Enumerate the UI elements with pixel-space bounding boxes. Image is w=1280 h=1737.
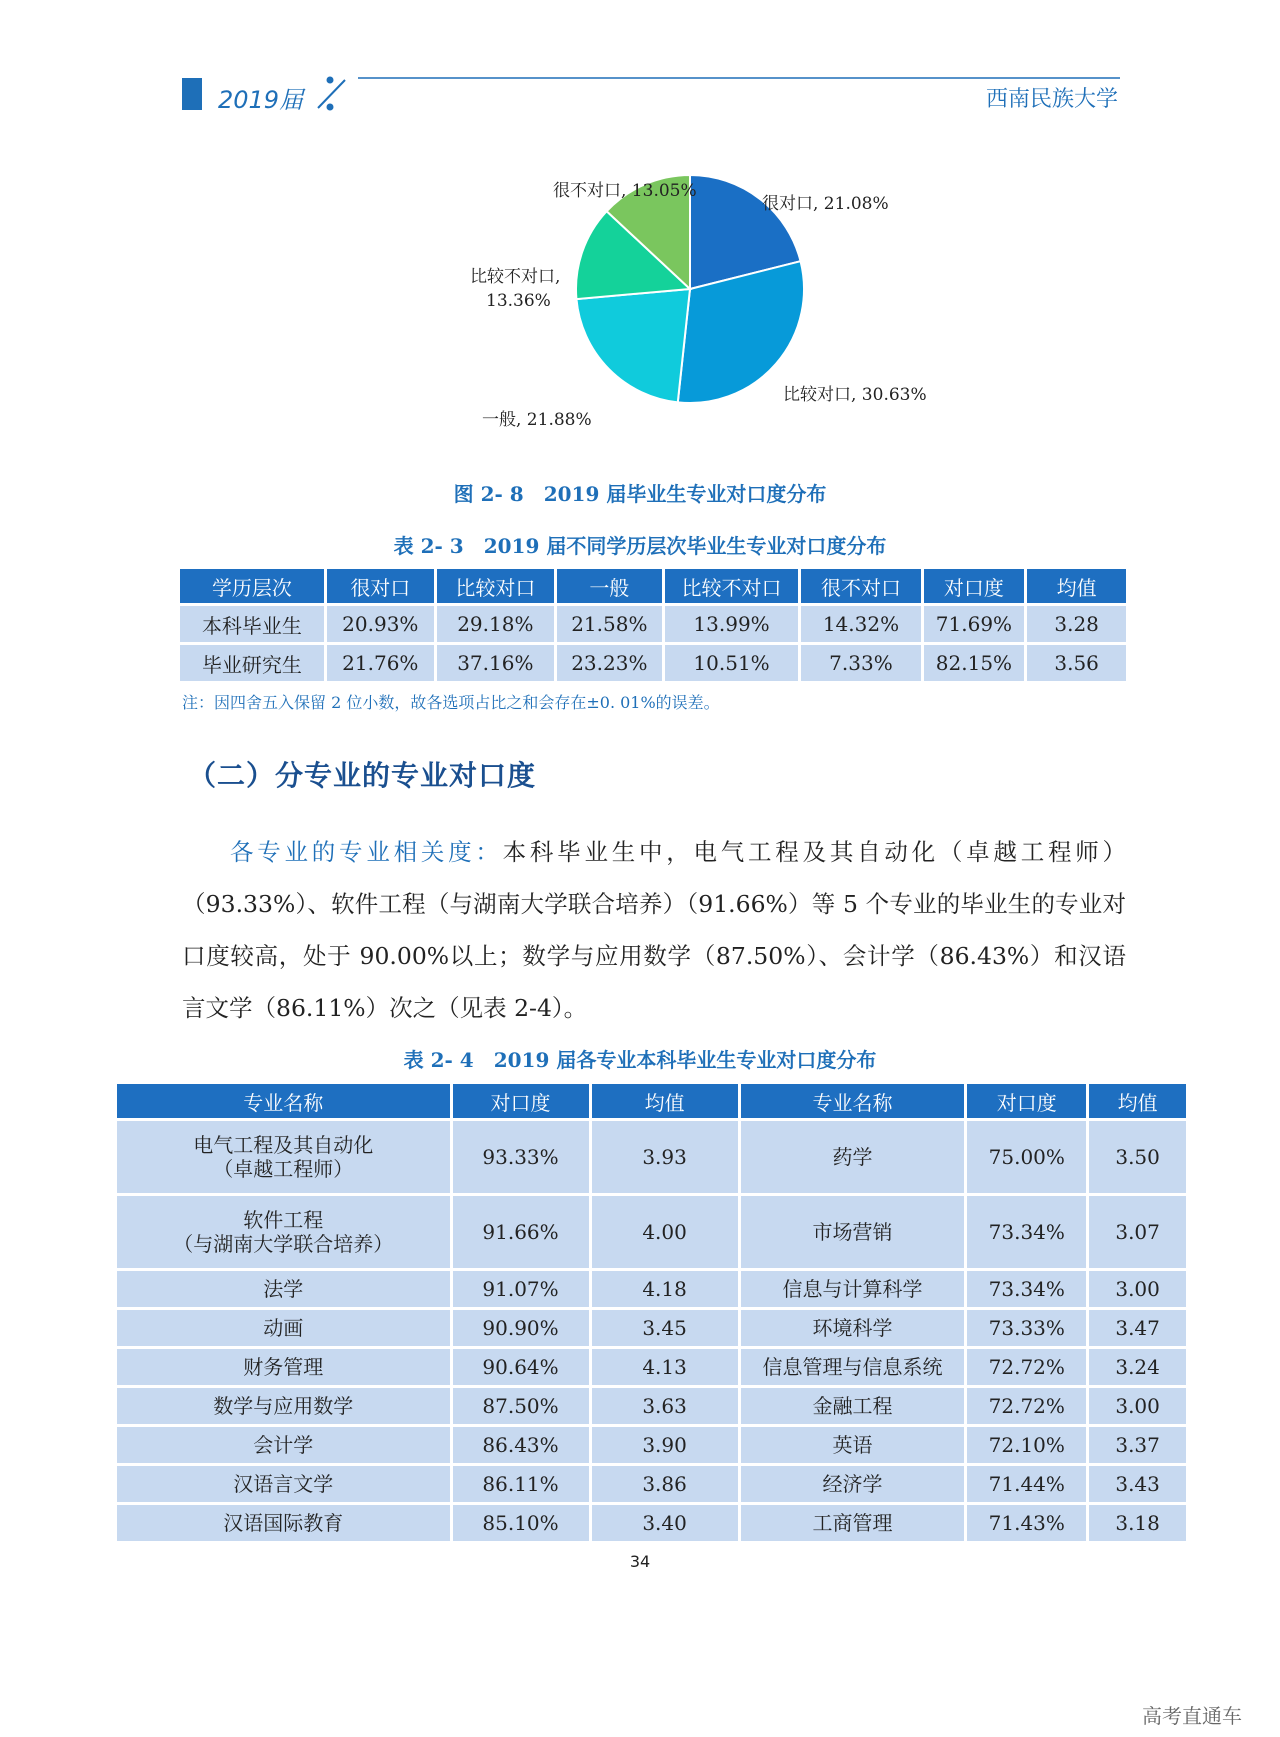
paragraph-body: 本科毕业生中，电气工程及其自动化（卓越工程师）（93.33%）、软件工程（与湖南大学联合培养）（91.66%）等 5 个专业的毕业生的专业对口度较高，处于 90.00%以上；数学与应用数学（87.50%）、会计学（86.43%）和汉语言文学（86.11%）次之（见表 2-4）。 (182, 838, 1126, 1022)
table-cell: 3.93 (592, 1121, 738, 1193)
table-cell: 14.32% (801, 606, 920, 642)
table-cell: 金融工程 (741, 1388, 965, 1424)
pie-chart-svg (0, 160, 1280, 460)
table-cell: 71.43% (967, 1505, 1086, 1541)
col-header: 对口度 (967, 1084, 1086, 1118)
table-cell: 29.18% (437, 606, 554, 642)
table-row (117, 1349, 1186, 1385)
table-cell: 23.23% (557, 645, 662, 681)
table-row (180, 606, 1126, 642)
page-header (0, 0, 1280, 130)
table-row (117, 1121, 1186, 1193)
table-cell: 汉语国际教育 (117, 1505, 450, 1541)
table-cell: 3.50 (1089, 1121, 1186, 1193)
pie-label-neutral: 一般, 21.88% (482, 410, 592, 430)
table-cell: 90.64% (453, 1349, 589, 1385)
table-cell: 毕业研究生 (180, 645, 324, 681)
table-cell: 3.00 (1089, 1388, 1186, 1424)
figure-caption: 图 2- 8 2019 届毕业生专业对口度分布 (453, 482, 827, 506)
table-cell: 3.24 (1089, 1349, 1186, 1385)
table-cell: 37.16% (437, 645, 554, 681)
col-header: 比较对口 (437, 569, 554, 603)
table-cell: 药学 (741, 1121, 965, 1193)
table-cell: 3.86 (592, 1466, 738, 1502)
col-header: 比较不对口 (665, 569, 799, 603)
header-dot-top (327, 77, 334, 84)
table-cell: 87.50% (453, 1388, 589, 1424)
table-row (117, 1388, 1186, 1424)
pie-label-very-match: 很对口, 21.08% (762, 194, 889, 214)
pie-label-fairly-match: 比较对口, 30.63% (783, 385, 927, 405)
table-cell: 3.45 (592, 1310, 738, 1346)
table-row (117, 1466, 1186, 1502)
pie-chart (0, 160, 1280, 460)
table-row (180, 645, 1126, 681)
table-degree-level (177, 566, 1129, 684)
table-cell: 动画 (117, 1310, 450, 1346)
table-cell: 72.72% (967, 1349, 1086, 1385)
table-row (117, 1196, 1186, 1268)
table-header-row (180, 569, 1126, 603)
col-header: 均值 (1089, 1084, 1186, 1118)
col-header: 均值 (1027, 569, 1126, 603)
major-name-sub: （卓越工程师） (213, 1157, 354, 1181)
table3-note: 注：因四舍五入保留 2 位小数，故各选项占比之和会存在±0. 01%的误差。 (182, 693, 720, 712)
table-cell: 3.40 (592, 1505, 738, 1541)
col-header: 一般 (557, 569, 662, 603)
table-major (114, 1081, 1189, 1544)
col-header: 专业名称 (741, 1084, 965, 1118)
page-number: 34 (629, 1552, 651, 1571)
table-cell: 市场营销 (741, 1196, 965, 1268)
col-header: 很对口 (327, 569, 434, 603)
table-cell: 21.76% (327, 645, 434, 681)
table-cell: 7.33% (801, 645, 920, 681)
table-cell: 93.33% (453, 1121, 589, 1193)
table-cell: 91.07% (453, 1271, 589, 1307)
col-header: 对口度 (924, 569, 1025, 603)
table-cell: 3.28 (1027, 606, 1126, 642)
table-row (117, 1310, 1186, 1346)
table-cell: 71.69% (924, 606, 1025, 642)
table-cell: 信息管理与信息系统 (741, 1349, 965, 1385)
table-row (117, 1271, 1186, 1307)
col-header: 对口度 (453, 1084, 589, 1118)
major-name-sub: （与湖南大学联合培养） (173, 1232, 394, 1256)
table-cell: 86.11% (453, 1466, 589, 1502)
pie-slice-neutral (576, 289, 690, 402)
table-cell: 3.37 (1089, 1427, 1186, 1463)
table3-caption: 表 2- 3 2019 届不同学历层次毕业生专业对口度分布 (393, 534, 887, 558)
table-cell: 3.56 (1027, 645, 1126, 681)
col-header: 专业名称 (117, 1084, 450, 1118)
table-cell: 3.07 (1089, 1196, 1186, 1268)
table-cell: 20.93% (327, 606, 434, 642)
section-heading: （二）分专业的专业对口度 (188, 759, 537, 792)
col-header: 很不对口 (801, 569, 920, 603)
table-cell: 本科毕业生 (180, 606, 324, 642)
table-cell-major (117, 1121, 450, 1193)
table-cell: 72.10% (967, 1427, 1086, 1463)
table-cell: 73.33% (967, 1310, 1086, 1346)
table-cell: 73.34% (967, 1196, 1086, 1268)
table-cell: 4.13 (592, 1349, 738, 1385)
table4-caption: 表 2- 4 2019 届各专业本科毕业生专业对口度分布 (403, 1048, 877, 1072)
table-cell: 环境科学 (741, 1310, 965, 1346)
major-name: 软件工程 (243, 1208, 324, 1232)
header-slash (318, 80, 345, 108)
table-cell: 数学与应用数学 (117, 1388, 450, 1424)
header-school: 西南民族大学 (985, 87, 1118, 112)
table-cell: 91.66% (453, 1196, 589, 1268)
body-paragraph (182, 826, 1126, 1034)
header-dot-bottom (327, 104, 334, 111)
table-cell: 75.00% (967, 1121, 1086, 1193)
pie-label-fairly-mismatch-name: 比较不对口, (470, 267, 561, 287)
table-cell: 10.51% (665, 645, 799, 681)
table-cell: 73.34% (967, 1271, 1086, 1307)
table-cell: 汉语言文学 (117, 1466, 450, 1502)
table-cell: 会计学 (117, 1427, 450, 1463)
table-row (117, 1427, 1186, 1463)
table-cell: 71.44% (967, 1466, 1086, 1502)
table-cell: 3.43 (1089, 1466, 1186, 1502)
paragraph-lead: 各专业的专业相关度： (230, 838, 503, 866)
table-cell: 信息与计算科学 (741, 1271, 965, 1307)
col-header: 均值 (592, 1084, 738, 1118)
col-header: 学历层次 (180, 569, 324, 603)
table-cell: 4.00 (592, 1196, 738, 1268)
table-cell: 90.90% (453, 1310, 589, 1346)
table-cell-major (117, 1196, 450, 1268)
table-cell: 21.58% (557, 606, 662, 642)
table-cell: 86.43% (453, 1427, 589, 1463)
table-cell: 3.90 (592, 1427, 738, 1463)
major-name: 电气工程及其自动化 (193, 1133, 374, 1157)
table-cell: 英语 (741, 1427, 965, 1463)
header-year: 2019届 (218, 86, 304, 114)
table-cell: 85.10% (453, 1505, 589, 1541)
pie-label-fairly-mismatch-value: 13.36% (486, 291, 551, 311)
header-block (182, 78, 202, 110)
table-row (117, 1505, 1186, 1541)
pie-label-very-mismatch: 很不对口, 13.05% (553, 181, 697, 201)
table-header-row (117, 1084, 1186, 1118)
table-cell: 法学 (117, 1271, 450, 1307)
table-cell: 3.47 (1089, 1310, 1186, 1346)
table-cell: 财务管理 (117, 1349, 450, 1385)
table-cell: 经济学 (741, 1466, 965, 1502)
table-cell: 工商管理 (741, 1505, 965, 1541)
table-cell: 4.18 (592, 1271, 738, 1307)
table-cell: 3.63 (592, 1388, 738, 1424)
watermark: 高考直通车 (1142, 1704, 1242, 1728)
table-cell: 3.00 (1089, 1271, 1186, 1307)
table-cell: 72.72% (967, 1388, 1086, 1424)
table-cell: 3.18 (1089, 1505, 1186, 1541)
table-cell: 82.15% (924, 645, 1025, 681)
table-cell: 13.99% (665, 606, 799, 642)
